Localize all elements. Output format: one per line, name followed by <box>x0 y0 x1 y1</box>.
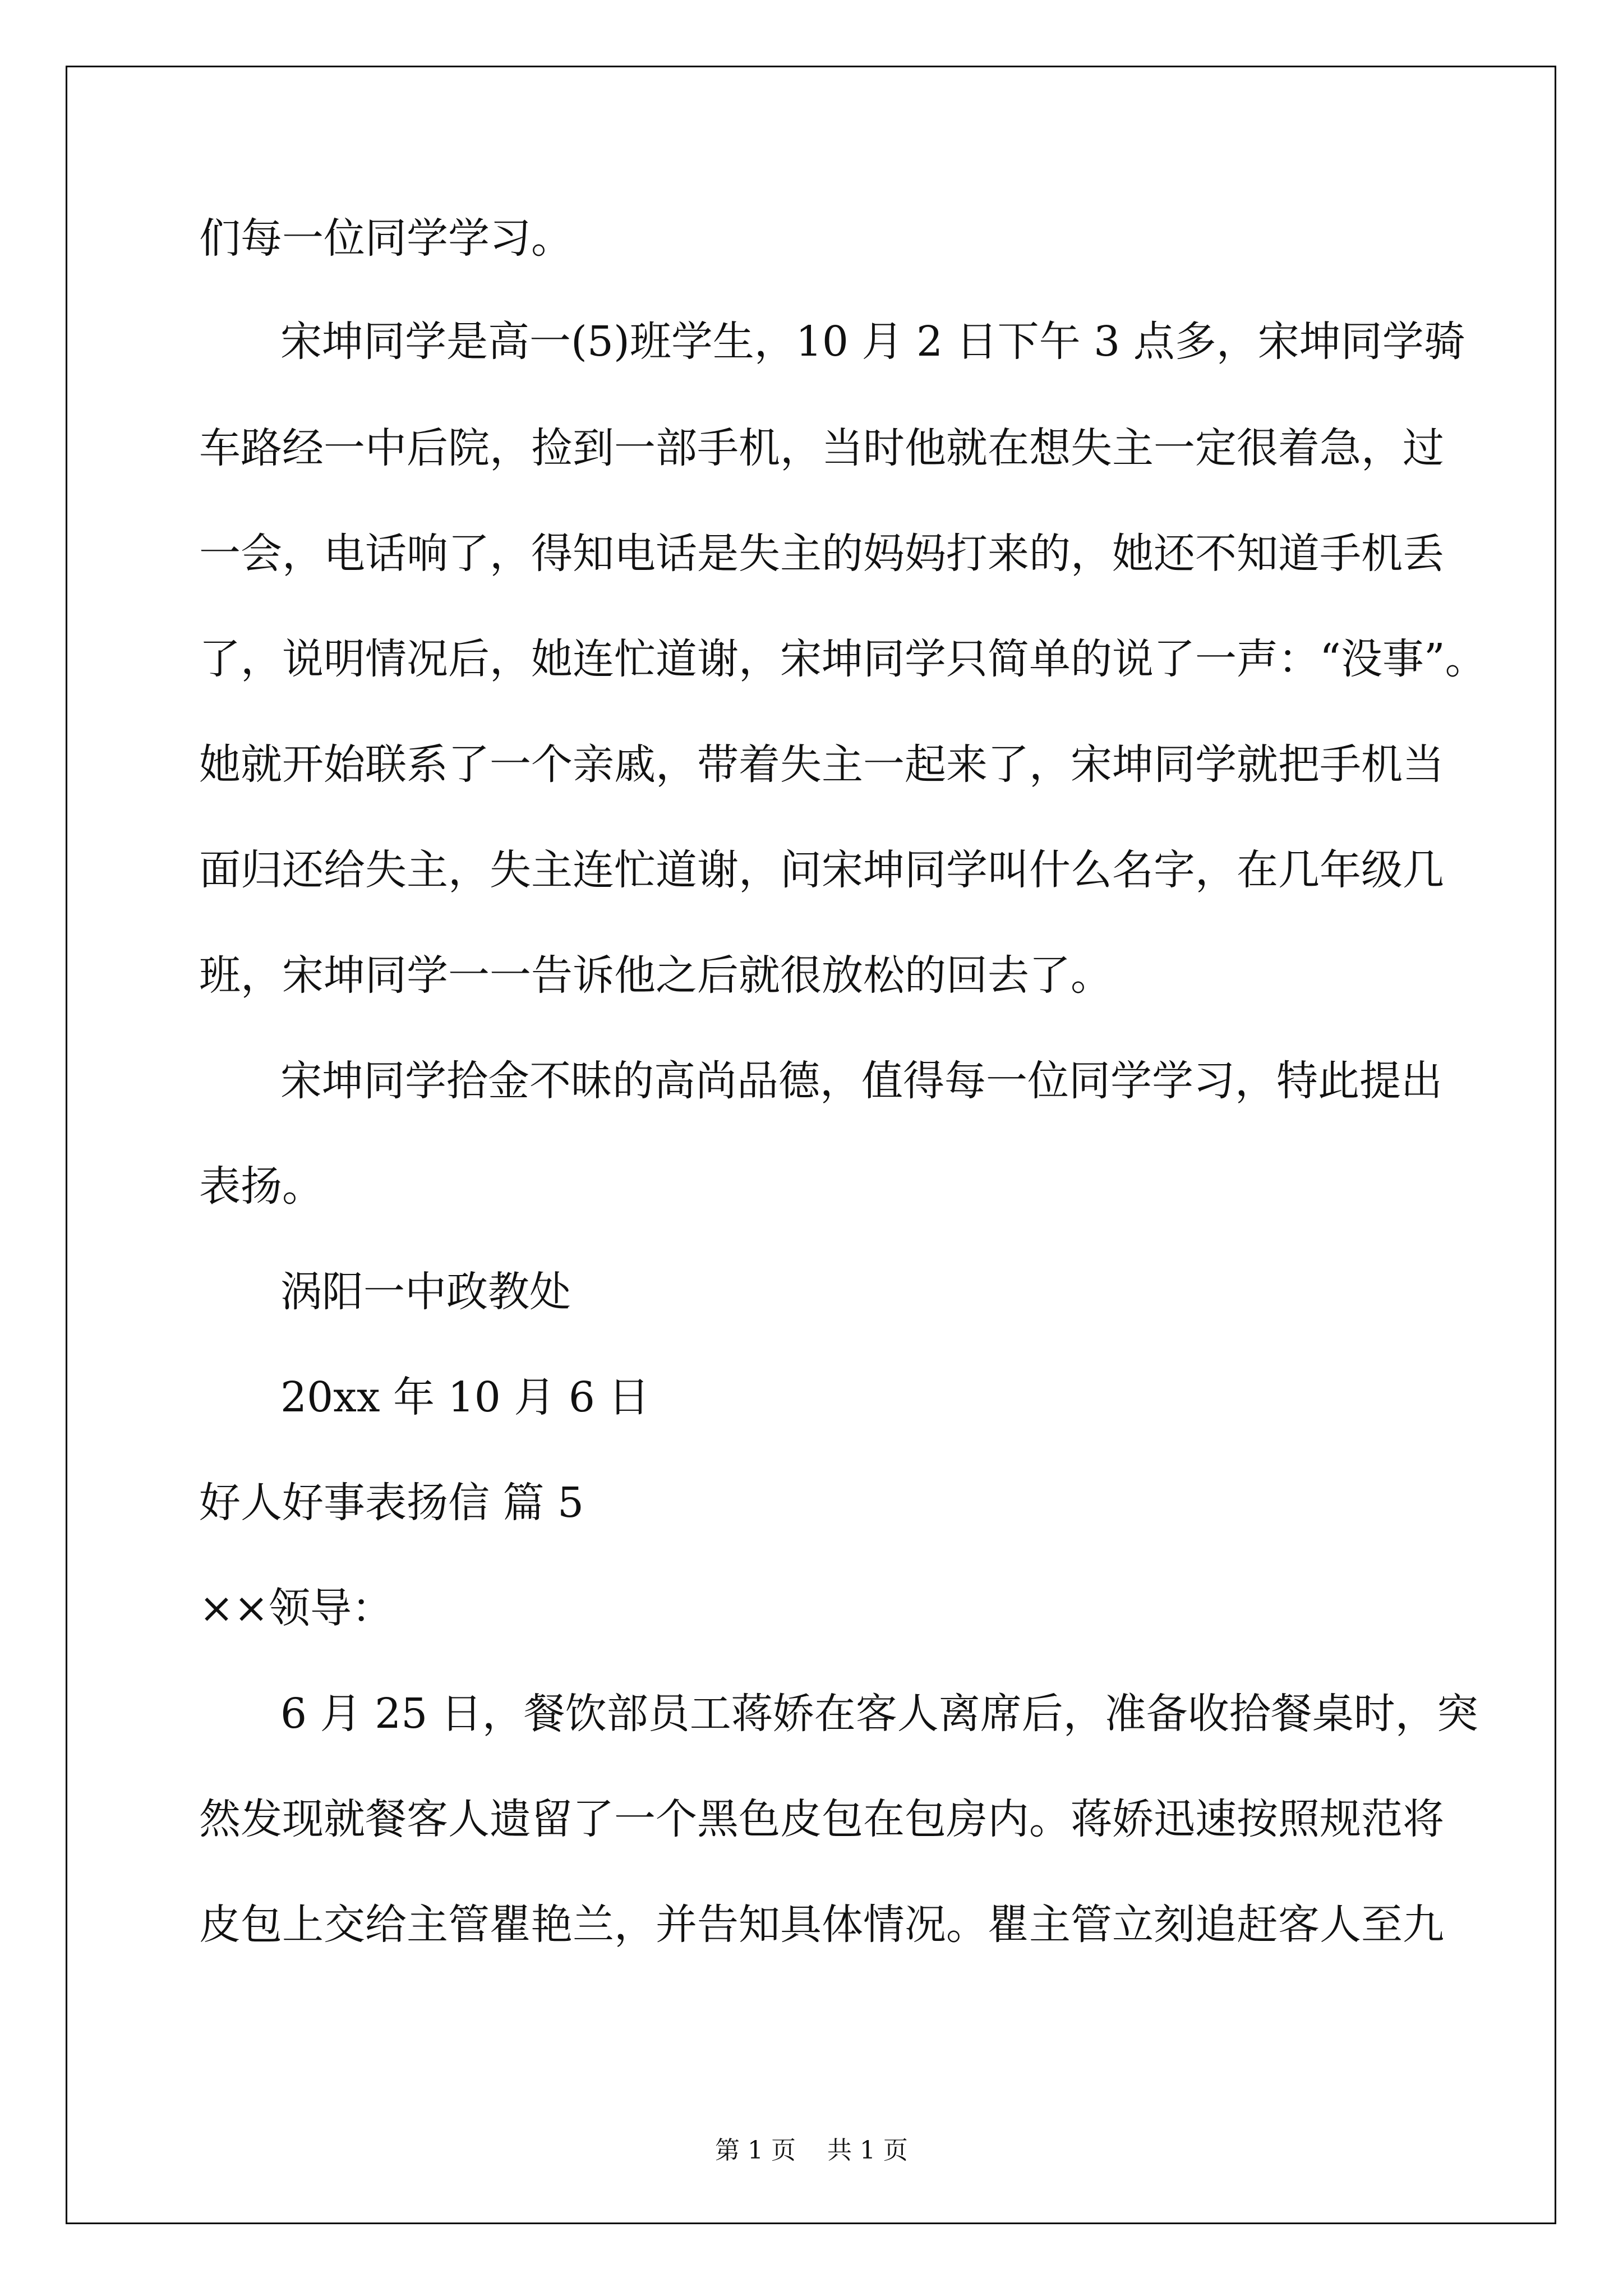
text-line-5: 了，说明情况后，她连忙道谢，宋坤同学只简单的说了一声：“没事”。 <box>199 635 1487 683</box>
text-line-2: 宋坤同学是高一(5)班学生，10 月 2 日下午 3 点多，宋坤同学骑 <box>280 318 1465 366</box>
text-line-9: 宋坤同学拾金不昧的高尚品德，值得每一位同学学习，特此提出 <box>280 1057 1442 1105</box>
text-line-10: 表扬。 <box>199 1162 324 1211</box>
text-line-7: 面归还给失主，失主连忙道谢，问宋坤同学叫什么名字，在几年级几 <box>199 846 1444 894</box>
text-line-6: 她就开始联系了一个亲戚，带着失主一起来了，宋坤同学就把手机当 <box>199 740 1444 789</box>
text-line-17: 皮包上交给主管瞿艳兰，并告知具体情况。瞿主管立刻追赶客人至九 <box>199 1901 1444 1949</box>
salutation: ××领导： <box>199 1584 394 1632</box>
text-line-4: 一会，电话响了，得知电话是失主的妈妈打来的，她还不知道手机丢 <box>199 530 1444 578</box>
text-line-3: 车路经一中后院，捡到一部手机，当时他就在想失主一定很着急，过 <box>199 424 1444 472</box>
text-line-8: 班，宋坤同学一一告诉他之后就很放松的回去了。 <box>199 951 1112 1000</box>
signature-date: 20xx 年 10 月 6 日 <box>280 1373 650 1421</box>
text-line-1: 们每一位同学学习。 <box>199 214 573 263</box>
signature-office: 涡阳一中政教处 <box>280 1268 571 1316</box>
section-heading: 好人好事表扬信 篇 5 <box>199 1479 584 1527</box>
text-line-16: 然发现就餐客人遗留了一个黑色皮包在包房内。蒋娇迅速按照规范将 <box>199 1795 1444 1843</box>
page-footer: 第 1 页 共 1 页 <box>715 2136 908 2165</box>
text-line-15: 6 月 25 日，餐饮部员工蒋娇在客人离席后，准备收拾餐桌时，突 <box>280 1690 1478 1738</box>
